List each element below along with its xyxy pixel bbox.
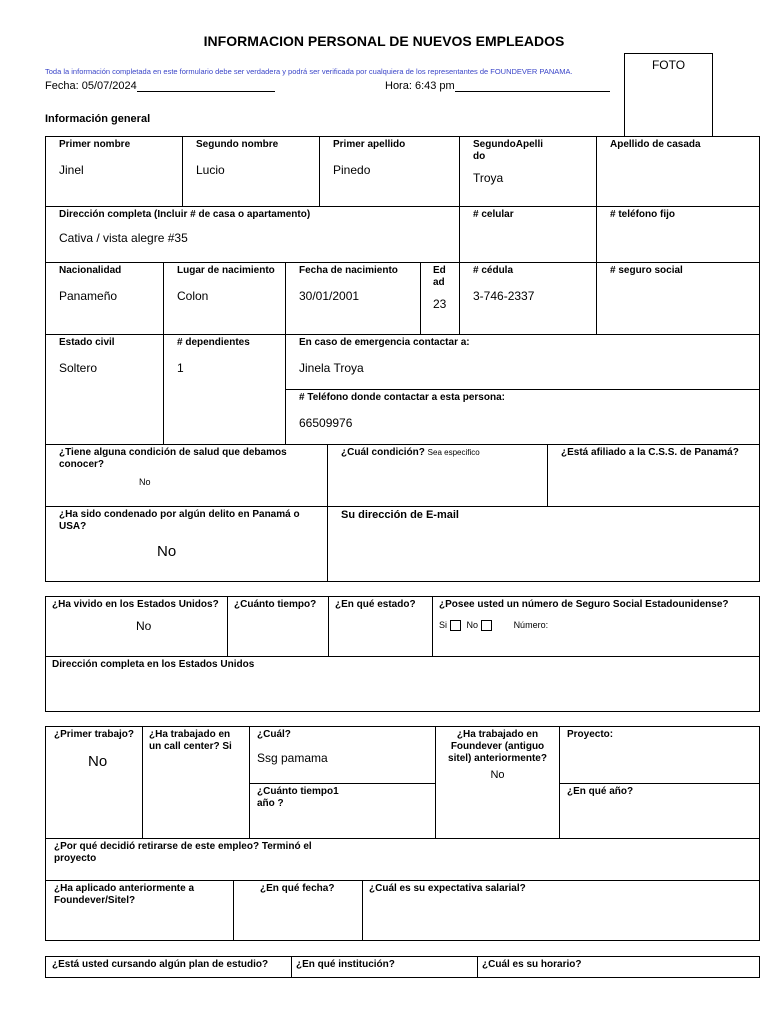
study-table [45, 956, 760, 978]
condenado-label: ¿Ha sido condenado por algún delito en Panamá o USA? [59, 509, 300, 532]
emergencia-value: Jinela Troya [299, 361, 364, 375]
email-label: Su dirección de E-mail [341, 509, 459, 521]
condicion-salud-label: ¿Tiene alguna condición de salud que debamos conocer? [59, 447, 287, 470]
ssn-options [439, 620, 755, 631]
cual-empleo-label: ¿Cuál? [257, 729, 291, 740]
cell-estado-civil[interactable] [46, 335, 164, 445]
segundo-nombre-label: Segundo nombre [196, 139, 279, 150]
lugar-nacimiento-value: Colon [177, 289, 209, 303]
cell-plan-estudio[interactable] [46, 957, 292, 977]
primer-apellido-label: Primer apellido [333, 139, 406, 150]
cell-direccion[interactable] [46, 207, 460, 263]
fecha-aplicacion-label: ¿En qué fecha? [260, 883, 335, 894]
fecha-nacimiento-value: 30/01/2001 [299, 289, 360, 303]
telefono-contacto-value: 66509976 [299, 416, 353, 430]
cell-lugar-nacimiento[interactable] [164, 263, 286, 335]
primer-nombre-value: Jinel [59, 163, 84, 177]
cell-telefono-contacto[interactable] [286, 390, 759, 445]
hora-label: Hora: [385, 80, 412, 92]
cell-en-que-anio[interactable] [560, 784, 759, 839]
hora-line [385, 80, 610, 92]
cell-expectativa[interactable] [363, 881, 759, 940]
proyecto-label: Proyecto: [567, 729, 614, 740]
segundo-nombre-value: Lucio [196, 163, 225, 177]
cell-emergencia[interactable] [286, 335, 759, 390]
cell-nacionalidad[interactable] [46, 263, 164, 335]
cell-seguro-social[interactable] [597, 263, 759, 335]
photo-label: FOTO [651, 58, 686, 72]
condicion-salud-value: No [139, 477, 151, 487]
ssn-no-checkbox[interactable] [481, 620, 492, 631]
vivido-usa-label: ¿Ha vivido en los Estados Unidos? [52, 599, 219, 610]
nacionalidad-label: Nacionalidad [59, 265, 122, 276]
cell-segundo-apellido[interactable] [460, 137, 597, 207]
afiliado-css-label: ¿Está afiliado a la C.S.S. de Panamá? [561, 447, 739, 458]
primer-trabajo-label: ¿Primer trabajo? [54, 729, 135, 740]
cell-horario[interactable] [478, 957, 759, 977]
cuanto-tiempo-label: ¿Cuánto tiempo1 año ? [257, 786, 339, 809]
general-info-table [45, 136, 760, 582]
emergencia-label: En caso de emergencia contactar a: [299, 337, 470, 348]
cell-institucion[interactable] [292, 957, 478, 977]
direccion-usa-label: Dirección completa en los Estados Unidos [52, 659, 255, 670]
cell-direccion-usa[interactable] [46, 657, 759, 711]
cell-fecha-nacimiento[interactable] [286, 263, 421, 335]
cell-afiliado-css[interactable] [548, 445, 759, 507]
condenado-value: No [157, 543, 177, 560]
edad-value: 23 [433, 297, 447, 311]
fecha-value[interactable]: 05/07/2024 [81, 80, 137, 92]
expectativa-label: ¿Cuál es su expectativa salarial? [369, 883, 526, 894]
cell-condenado[interactable] [46, 507, 328, 581]
cell-fecha-aplicacion[interactable] [234, 881, 363, 940]
estado-civil-label: Estado civil [59, 337, 115, 348]
call-center-label: ¿Ha trabajado en un call center? Si [149, 729, 232, 752]
primer-apellido-value: Pinedo [333, 163, 371, 177]
cual-condicion-hint: Sea especifico [427, 448, 480, 457]
cell-cuanto-tiempo[interactable] [250, 784, 436, 839]
cell-estado-usa[interactable] [329, 597, 433, 657]
en-que-anio-label: ¿En qué año? [567, 786, 634, 797]
cell-aplicado[interactable] [46, 881, 234, 940]
primer-trabajo-value: No [88, 753, 108, 770]
cell-ssn-usa[interactable] [433, 597, 759, 657]
cell-retiro[interactable] [46, 839, 759, 881]
foundever-value: No [490, 769, 505, 781]
cell-primer-nombre[interactable] [46, 137, 183, 207]
cell-primer-apellido[interactable] [320, 137, 460, 207]
cell-cedula[interactable] [460, 263, 597, 335]
ssn-usa-label: ¿Posee usted un número de Seguro Social Estadounidense? [439, 599, 729, 610]
ssn-no-label: No [466, 620, 479, 630]
aplicado-label: ¿Ha aplicado anteriormente a Foundever/Sitel? [54, 883, 195, 906]
form-title: INFORMACION PERSONAL DE NUEVOS EMPLEADOS [203, 33, 565, 49]
dependientes-value: 1 [177, 361, 184, 375]
photo-box[interactable] [624, 53, 713, 137]
cell-condicion-salud[interactable] [46, 445, 328, 507]
cell-apellido-casada[interactable] [597, 137, 759, 207]
cell-segundo-nombre[interactable] [183, 137, 320, 207]
segundo-apellido-label: SegundoApellido [473, 139, 543, 162]
cual-condicion-line [341, 447, 543, 459]
cual-condicion-label: ¿Cuál condición? [341, 447, 425, 458]
cell-telefono-fijo[interactable] [597, 207, 759, 263]
cell-proyecto[interactable] [560, 727, 759, 784]
form-notice: Toda la información completada en este formulario debe ser verdadera y podrá ser verificada por cualquiera de los representantes de FOUNDEVER PANAMA. [45, 67, 573, 76]
celular-label: # celular [473, 209, 514, 220]
cell-primer-trabajo[interactable] [46, 727, 143, 839]
cell-edad[interactable] [421, 263, 460, 335]
estado-civil-value: Soltero [59, 361, 98, 375]
telefono-contacto-label: # Teléfono donde contactar a esta persona: [299, 392, 505, 403]
ssn-si-label: Si [439, 620, 448, 630]
cell-cual-empleo[interactable] [250, 727, 436, 784]
fecha-line [45, 80, 275, 92]
usa-table [45, 596, 760, 712]
cual-empleo-value: Ssg pamama [257, 751, 328, 765]
lugar-nacimiento-label: Lugar de nacimiento [177, 265, 275, 276]
estado-usa-label: ¿En qué estado? [335, 599, 416, 610]
retiro-label: ¿Por qué decidió retirarse de este empleo? Terminó el proyecto [54, 841, 312, 864]
employment-table [45, 726, 760, 941]
fecha-label: Fecha: [45, 80, 79, 92]
segundo-apellido-value: Troya [473, 171, 504, 185]
cell-dependientes[interactable] [164, 335, 286, 445]
cedula-label: # cédula [473, 265, 514, 276]
fecha-nacimiento-label: Fecha de nacimiento [299, 265, 398, 276]
apellido-casada-label: Apellido de casada [610, 139, 701, 150]
edad-label: Edad [433, 265, 446, 288]
hora-value[interactable]: 6:43 pm [414, 80, 455, 92]
ssn-numero-label: Número: [513, 620, 549, 630]
cell-email[interactable] [328, 507, 759, 581]
nacionalidad-value: Panameño [59, 289, 118, 303]
cedula-value: 3-746-2337 [473, 289, 535, 303]
cell-celular[interactable] [460, 207, 597, 263]
ssn-si-checkbox[interactable] [450, 620, 461, 631]
section-general-title: Información general [45, 113, 151, 125]
cell-foundever[interactable] [436, 727, 560, 839]
telefono-fijo-label: # teléfono fijo [610, 209, 675, 220]
fecha-underline [137, 91, 275, 92]
horario-label: ¿Cuál es su horario? [482, 959, 582, 970]
cell-vivido-usa[interactable] [46, 597, 228, 657]
cell-tiempo-usa[interactable] [228, 597, 329, 657]
direccion-value: Cativa / vista alegre #35 [59, 231, 188, 245]
direccion-label: Dirección completa (Incluir # de casa o apartamento) [59, 209, 311, 220]
hora-underline [455, 91, 610, 92]
seguro-social-label: # seguro social [610, 265, 683, 276]
plan-estudio-label: ¿Está usted cursando algún plan de estudio? [52, 959, 269, 970]
cell-call-center[interactable] [143, 727, 250, 839]
tiempo-usa-label: ¿Cuánto tiempo? [234, 599, 317, 610]
vivido-usa-value: No [136, 619, 152, 633]
cell-cual-condicion[interactable] [328, 445, 548, 507]
primer-nombre-label: Primer nombre [59, 139, 131, 150]
dependientes-label: # dependientes [177, 337, 250, 348]
institucion-label: ¿En qué institución? [296, 959, 395, 970]
foundever-label: ¿Ha trabajado en Foundever (antiguo sitel) anteriormente? [448, 729, 547, 764]
